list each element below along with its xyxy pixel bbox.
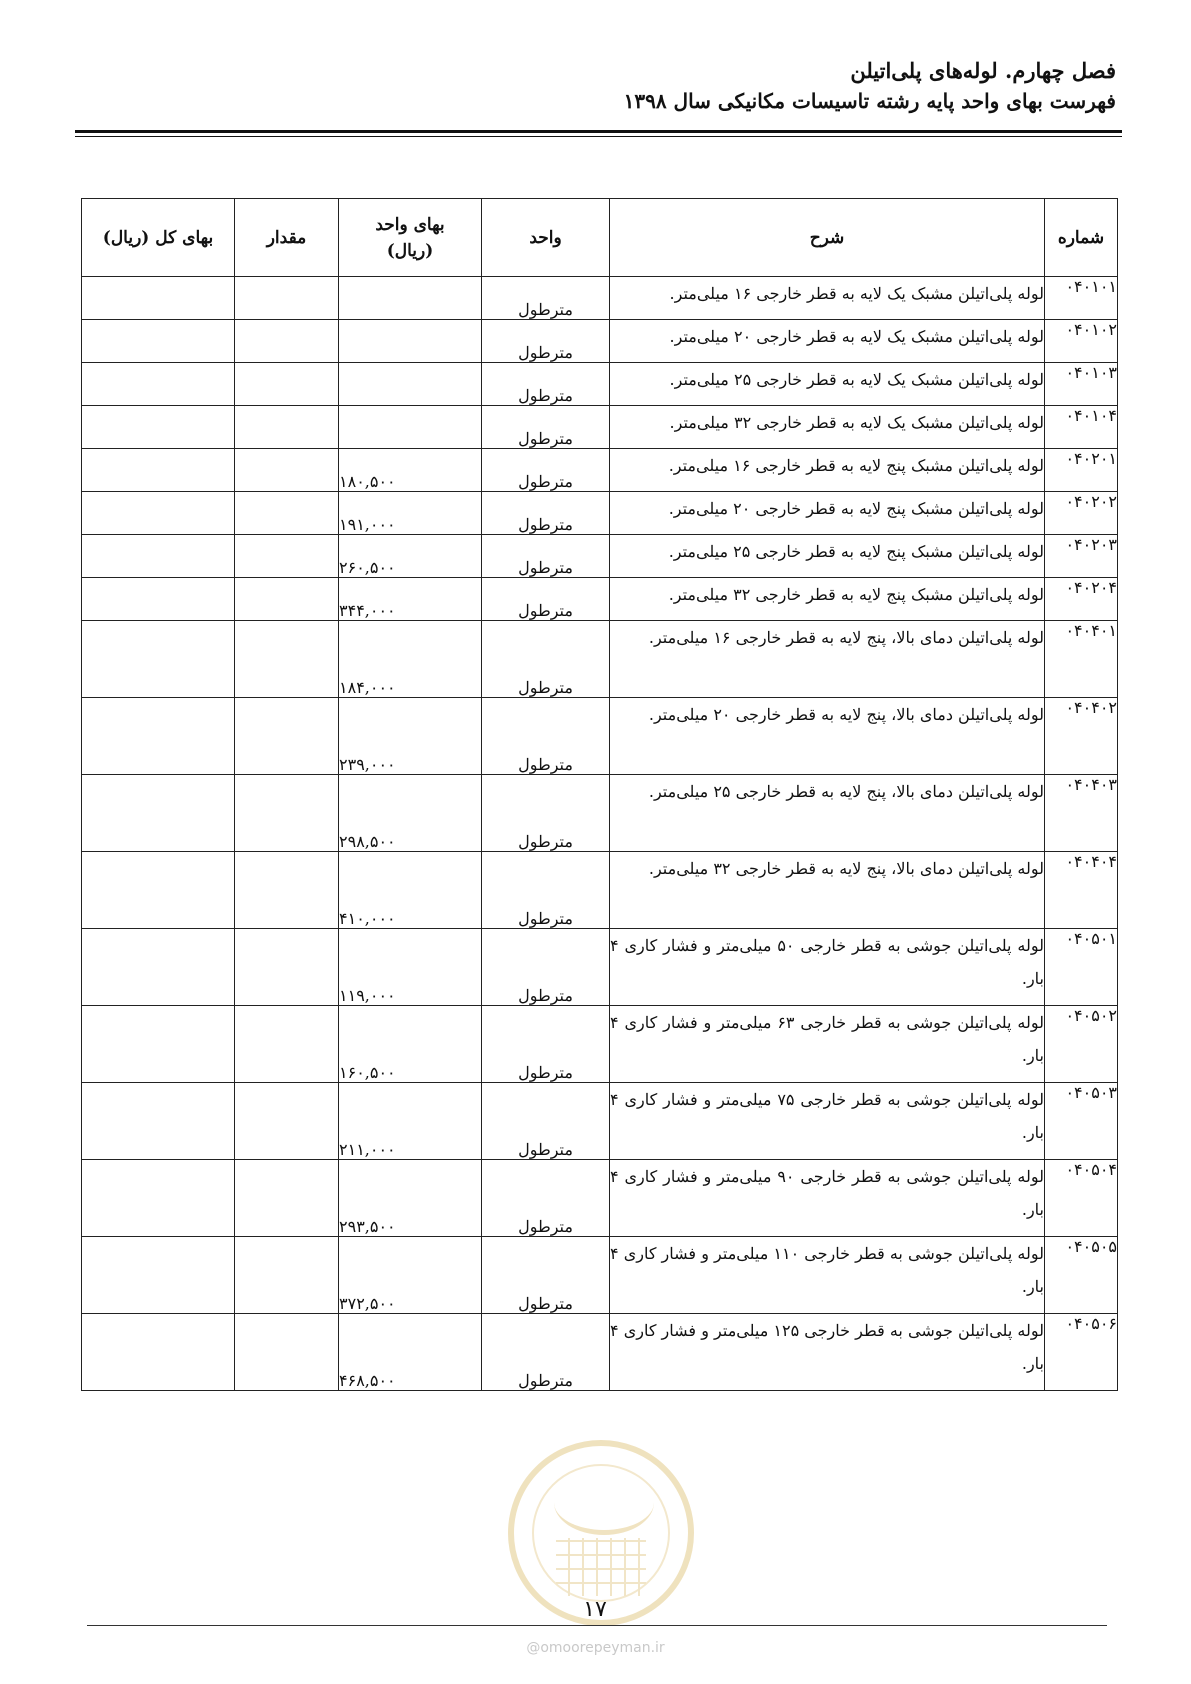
item-number: ۰۴۰۴۰۲: [1045, 698, 1118, 775]
chapter-title: فصل چهارم. لوله‌های پلی‌اتیلن: [850, 58, 1116, 83]
item-total-price: [82, 449, 235, 492]
item-number: ۰۴۰۵۰۴: [1045, 1160, 1118, 1237]
item-number: ۰۴۰۱۰۱: [1045, 277, 1118, 320]
item-quantity: [235, 578, 339, 621]
item-description: لوله پلی‌اتیلن مشبک یک لایه به قطر خارجی ۳۲ میلی‌متر.: [610, 406, 1045, 449]
table-row: [82, 406, 1118, 449]
item-unit-price: ۱۶۰,۵۰۰: [339, 1006, 482, 1083]
table-header-row: [82, 199, 1118, 277]
footer-rule: [87, 1625, 1107, 1626]
item-total-price: [82, 1237, 235, 1314]
site-watermark: @omoorepeyman.ir: [526, 1640, 665, 1656]
item-number: ۰۴۰۲۰۲: [1045, 492, 1118, 535]
item-total-price: [82, 535, 235, 578]
item-unit: مترطول: [482, 1237, 610, 1314]
item-description: لوله پلی‌اتیلن جوشی به قطر خارجی ۹۰ میلی‌متر و فشار کاری ۴ بار.: [610, 1160, 1045, 1237]
item-number: ۰۴۰۲۰۴: [1045, 578, 1118, 621]
item-total-price: [82, 1083, 235, 1160]
item-unit: مترطول: [482, 1314, 610, 1391]
item-description: لوله پلی‌اتیلن دمای بالا، پنج لایه به قطر خارجی ۲۵ میلی‌متر.: [610, 775, 1045, 852]
item-number: ۰۴۰۴۰۱: [1045, 621, 1118, 698]
page-number: ۱۷: [583, 1597, 607, 1622]
item-unit: مترطول: [482, 698, 610, 775]
column-header-quantity: مقدار: [235, 199, 339, 277]
item-unit: مترطول: [482, 1083, 610, 1160]
item-total-price: [82, 277, 235, 320]
item-description: لوله پلی‌اتیلن مشبک پنج لایه به قطر خارجی ۳۲ میلی‌متر.: [610, 578, 1045, 621]
item-quantity: [235, 1160, 339, 1237]
table-row: [82, 492, 1118, 535]
item-total-price: [82, 1006, 235, 1083]
column-header-unit: واحد: [482, 199, 610, 277]
item-total-price: [82, 363, 235, 406]
item-total-price: [82, 852, 235, 929]
item-unit: مترطول: [482, 578, 610, 621]
item-quantity: [235, 929, 339, 1006]
item-unit-price: [339, 320, 482, 363]
item-description: لوله پلی‌اتیلن جوشی به قطر خارجی ۱۱۰ میلی‌متر و فشار کاری ۴ بار.: [610, 1237, 1045, 1314]
table-row: [82, 852, 1118, 929]
item-description: لوله پلی‌اتیلن دمای بالا، پنج لایه به قطر خارجی ۳۲ میلی‌متر.: [610, 852, 1045, 929]
item-number: ۰۴۰۱۰۳: [1045, 363, 1118, 406]
item-unit-price: ۳۴۴,۰۰۰: [339, 578, 482, 621]
item-quantity: [235, 535, 339, 578]
table-row: [82, 1237, 1118, 1314]
item-unit-price: [339, 277, 482, 320]
item-unit-price: ۲۹۸,۵۰۰: [339, 775, 482, 852]
item-total-price: [82, 1160, 235, 1237]
item-unit-price: ۲۶۰,۵۰۰: [339, 535, 482, 578]
table-row: [82, 320, 1118, 363]
column-header-total: بهای کل (ریال): [82, 199, 235, 277]
item-unit: مترطول: [482, 320, 610, 363]
item-quantity: [235, 1314, 339, 1391]
item-quantity: [235, 698, 339, 775]
item-total-price: [82, 578, 235, 621]
document-subtitle: فهرست بهای واحد پایه رشته تاسیسات مکانیکی سال ۱۳۹۸: [623, 89, 1116, 113]
item-total-price: [82, 621, 235, 698]
item-total-price: [82, 320, 235, 363]
item-description: لوله پلی‌اتیلن مشبک یک لایه به قطر خارجی ۱۶ میلی‌متر.: [610, 277, 1045, 320]
item-description: لوله پلی‌اتیلن مشبک یک لایه به قطر خارجی ۲۵ میلی‌متر.: [610, 363, 1045, 406]
item-unit-price: [339, 406, 482, 449]
item-description: لوله پلی‌اتیلن مشبک پنج لایه به قطر خارجی ۲۰ میلی‌متر.: [610, 492, 1045, 535]
column-header-description: شرح: [610, 199, 1045, 277]
item-unit: مترطول: [482, 406, 610, 449]
item-unit-price: ۲۳۹,۰۰۰: [339, 698, 482, 775]
table-row: [82, 929, 1118, 1006]
item-unit: مترطول: [482, 535, 610, 578]
item-unit-price: ۴۶۸,۵۰۰: [339, 1314, 482, 1391]
item-unit-price: ۱۹۱,۰۰۰: [339, 492, 482, 535]
header-rule-thin: [75, 136, 1122, 137]
item-quantity: [235, 775, 339, 852]
item-number: ۰۴۰۵۰۳: [1045, 1083, 1118, 1160]
item-unit-price: ۲۱۱,۰۰۰: [339, 1083, 482, 1160]
column-header-number: شماره: [1045, 199, 1118, 277]
item-number: ۰۴۰۱۰۲: [1045, 320, 1118, 363]
item-quantity: [235, 1006, 339, 1083]
item-unit: مترطول: [482, 492, 610, 535]
item-unit: مترطول: [482, 1160, 610, 1237]
item-unit-price: ۱۸۴,۰۰۰: [339, 621, 482, 698]
item-number: ۰۴۰۴۰۳: [1045, 775, 1118, 852]
item-quantity: [235, 1083, 339, 1160]
table-row: [82, 775, 1118, 852]
item-quantity: [235, 492, 339, 535]
item-unit-price: ۱۱۹,۰۰۰: [339, 929, 482, 1006]
item-number: ۰۴۰۵۰۵: [1045, 1237, 1118, 1314]
table-row: [82, 1160, 1118, 1237]
item-number: ۰۴۰۵۰۱: [1045, 929, 1118, 1006]
item-unit-price: ۳۷۲,۵۰۰: [339, 1237, 482, 1314]
watermark-script-mark: [554, 1470, 654, 1535]
column-header-unit-price: [339, 199, 482, 277]
item-total-price: [82, 1314, 235, 1391]
watermark-grid-pattern: [556, 1538, 646, 1596]
item-quantity: [235, 852, 339, 929]
item-description: لوله پلی‌اتیلن جوشی به قطر خارجی ۶۳ میلی‌متر و فشار کاری ۴ بار.: [610, 1006, 1045, 1083]
unit-price-currency: (ریال): [386, 240, 434, 261]
item-total-price: [82, 929, 235, 1006]
item-unit: مترطول: [482, 621, 610, 698]
item-unit: مترطول: [482, 775, 610, 852]
table-row: [82, 578, 1118, 621]
table-row: [82, 535, 1118, 578]
page-header: [66, 56, 1116, 116]
item-number: ۰۴۰۲۰۱: [1045, 449, 1118, 492]
table-row: [82, 363, 1118, 406]
item-quantity: [235, 1237, 339, 1314]
table-row: [82, 698, 1118, 775]
item-number: ۰۴۰۱۰۴: [1045, 406, 1118, 449]
item-quantity: [235, 277, 339, 320]
item-total-price: [82, 406, 235, 449]
item-description: لوله پلی‌اتیلن جوشی به قطر خارجی ۵۰ میلی‌متر و فشار کاری ۴ بار.: [610, 929, 1045, 1006]
item-unit-price: ۴۱۰,۰۰۰: [339, 852, 482, 929]
item-description: لوله پلی‌اتیلن دمای بالا، پنج لایه به قطر خارجی ۱۶ میلی‌متر.: [610, 621, 1045, 698]
item-total-price: [82, 698, 235, 775]
price-table: [81, 198, 1118, 1391]
table-row: [82, 1083, 1118, 1160]
item-unit: مترطول: [482, 277, 610, 320]
item-quantity: [235, 363, 339, 406]
unit-price-label: بهای واحد: [375, 214, 445, 235]
item-description: لوله پلی‌اتیلن دمای بالا، پنج لایه به قطر خارجی ۲۰ میلی‌متر.: [610, 698, 1045, 775]
item-description: لوله پلی‌اتیلن جوشی به قطر خارجی ۱۲۵ میلی‌متر و فشار کاری ۴ بار.: [610, 1314, 1045, 1391]
item-total-price: [82, 775, 235, 852]
item-quantity: [235, 320, 339, 363]
item-unit-price: [339, 363, 482, 406]
item-unit: مترطول: [482, 852, 610, 929]
table-row: [82, 1314, 1118, 1391]
item-number: ۰۴۰۴۰۴: [1045, 852, 1118, 929]
header-rule-thick: [75, 130, 1122, 133]
item-quantity: [235, 621, 339, 698]
table-row: [82, 1006, 1118, 1083]
table-row: [82, 621, 1118, 698]
table-row: [82, 277, 1118, 320]
item-description: لوله پلی‌اتیلن جوشی به قطر خارجی ۷۵ میلی‌متر و فشار کاری ۴ بار.: [610, 1083, 1045, 1160]
item-total-price: [82, 492, 235, 535]
item-unit-price: ۱۸۰,۵۰۰: [339, 449, 482, 492]
item-unit: مترطول: [482, 929, 610, 1006]
item-quantity: [235, 449, 339, 492]
item-number: ۰۴۰۵۰۲: [1045, 1006, 1118, 1083]
table-row: [82, 449, 1118, 492]
item-unit: مترطول: [482, 449, 610, 492]
item-unit: مترطول: [482, 1006, 610, 1083]
item-unit-price: ۲۹۳,۵۰۰: [339, 1160, 482, 1237]
item-description: لوله پلی‌اتیلن مشبک پنج لایه به قطر خارجی ۲۵ میلی‌متر.: [610, 535, 1045, 578]
item-description: لوله پلی‌اتیلن مشبک یک لایه به قطر خارجی ۲۰ میلی‌متر.: [610, 320, 1045, 363]
item-description: لوله پلی‌اتیلن مشبک پنج لایه به قطر خارجی ۱۶ میلی‌متر.: [610, 449, 1045, 492]
item-number: ۰۴۰۵۰۶: [1045, 1314, 1118, 1391]
item-quantity: [235, 406, 339, 449]
item-unit: مترطول: [482, 363, 610, 406]
item-number: ۰۴۰۲۰۳: [1045, 535, 1118, 578]
